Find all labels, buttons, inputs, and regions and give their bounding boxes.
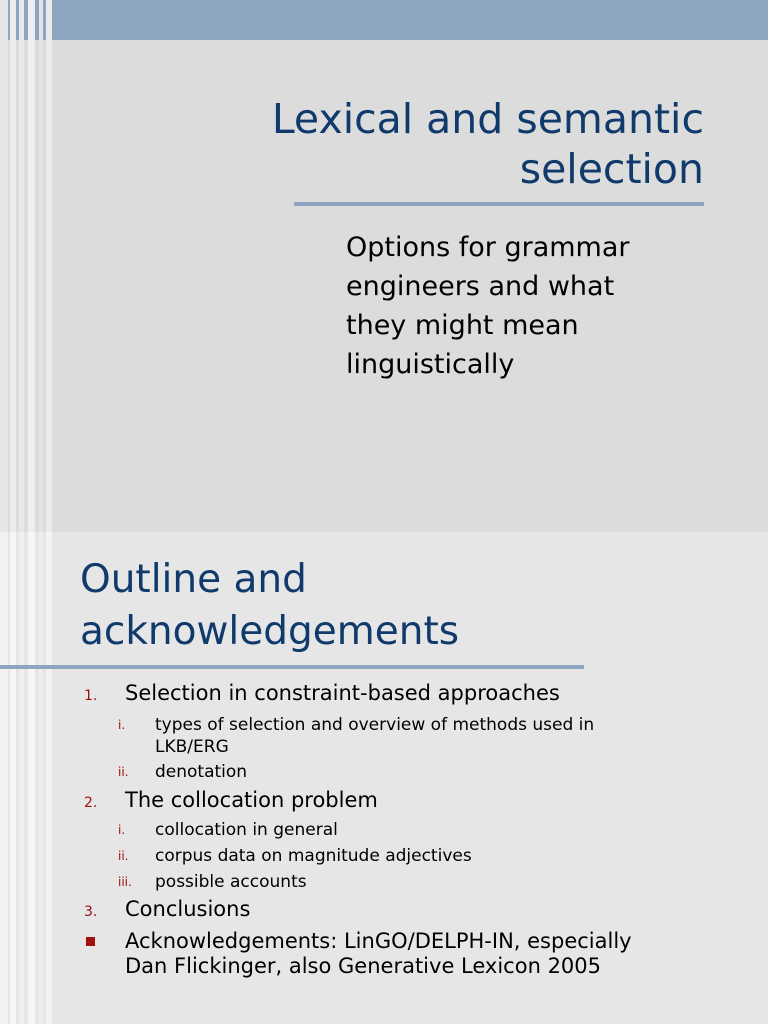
list-item-text: [125, 929, 725, 979]
list-number: 2.: [84, 795, 98, 811]
sub-list-number: ii.: [118, 765, 129, 779]
list-number: 1.: [84, 688, 98, 704]
slide-title: [184, 94, 704, 194]
sub-list-number: ii.: [118, 849, 129, 863]
sub-list-item-text: collocation in general: [155, 820, 338, 840]
outline-title-line: Outline and: [80, 557, 307, 602]
title-underline: [294, 202, 704, 206]
square-bullet-icon: [86, 937, 95, 946]
list-item-text: The collocation problem: [125, 788, 378, 812]
slide-title-line: selection: [519, 145, 704, 193]
outline-slide: [0, 532, 768, 1024]
subtitle-line: they might mean: [346, 310, 579, 341]
subtitle-line: linguistically: [346, 349, 515, 380]
sub-list-text-line: LKB/ERG: [155, 737, 229, 757]
left-stripes-decoration: [0, 0, 56, 532]
sub-list-number: i.: [118, 718, 126, 732]
sub-list-number: i.: [118, 823, 126, 837]
outline-title-underline: [0, 665, 584, 669]
subtitle-line: Options for grammar: [346, 232, 630, 263]
subtitle-line: engineers and what: [346, 271, 615, 302]
sub-list-text-line: types of selection and overview of methods used in: [155, 715, 595, 735]
top-accent-bar: [0, 0, 768, 40]
list-item-text: Conclusions: [125, 897, 251, 921]
slide-subtitle: [346, 228, 706, 384]
sub-list-item-text: [155, 714, 695, 758]
list-number: 3.: [84, 904, 98, 920]
outline-title: [80, 554, 680, 658]
bullet-text-line: Acknowledgements: LinGO/DELPH-IN, especially: [125, 929, 632, 953]
sub-list-item-text: corpus data on magnitude adjectives: [155, 846, 472, 866]
sub-list-item-text: denotation: [155, 762, 248, 782]
slide-title-line: Lexical and semantic: [271, 95, 704, 143]
bullet-text-line: Dan Flickinger, also Generative Lexicon 2005: [125, 954, 602, 978]
outline-title-line: acknowledgements: [80, 609, 460, 654]
left-stripes-decoration: [0, 532, 56, 1024]
sub-list-item-text: possible accounts: [155, 872, 307, 892]
sub-list-number: iii.: [118, 875, 132, 889]
list-item-text: Selection in constraint-based approaches: [125, 681, 560, 705]
